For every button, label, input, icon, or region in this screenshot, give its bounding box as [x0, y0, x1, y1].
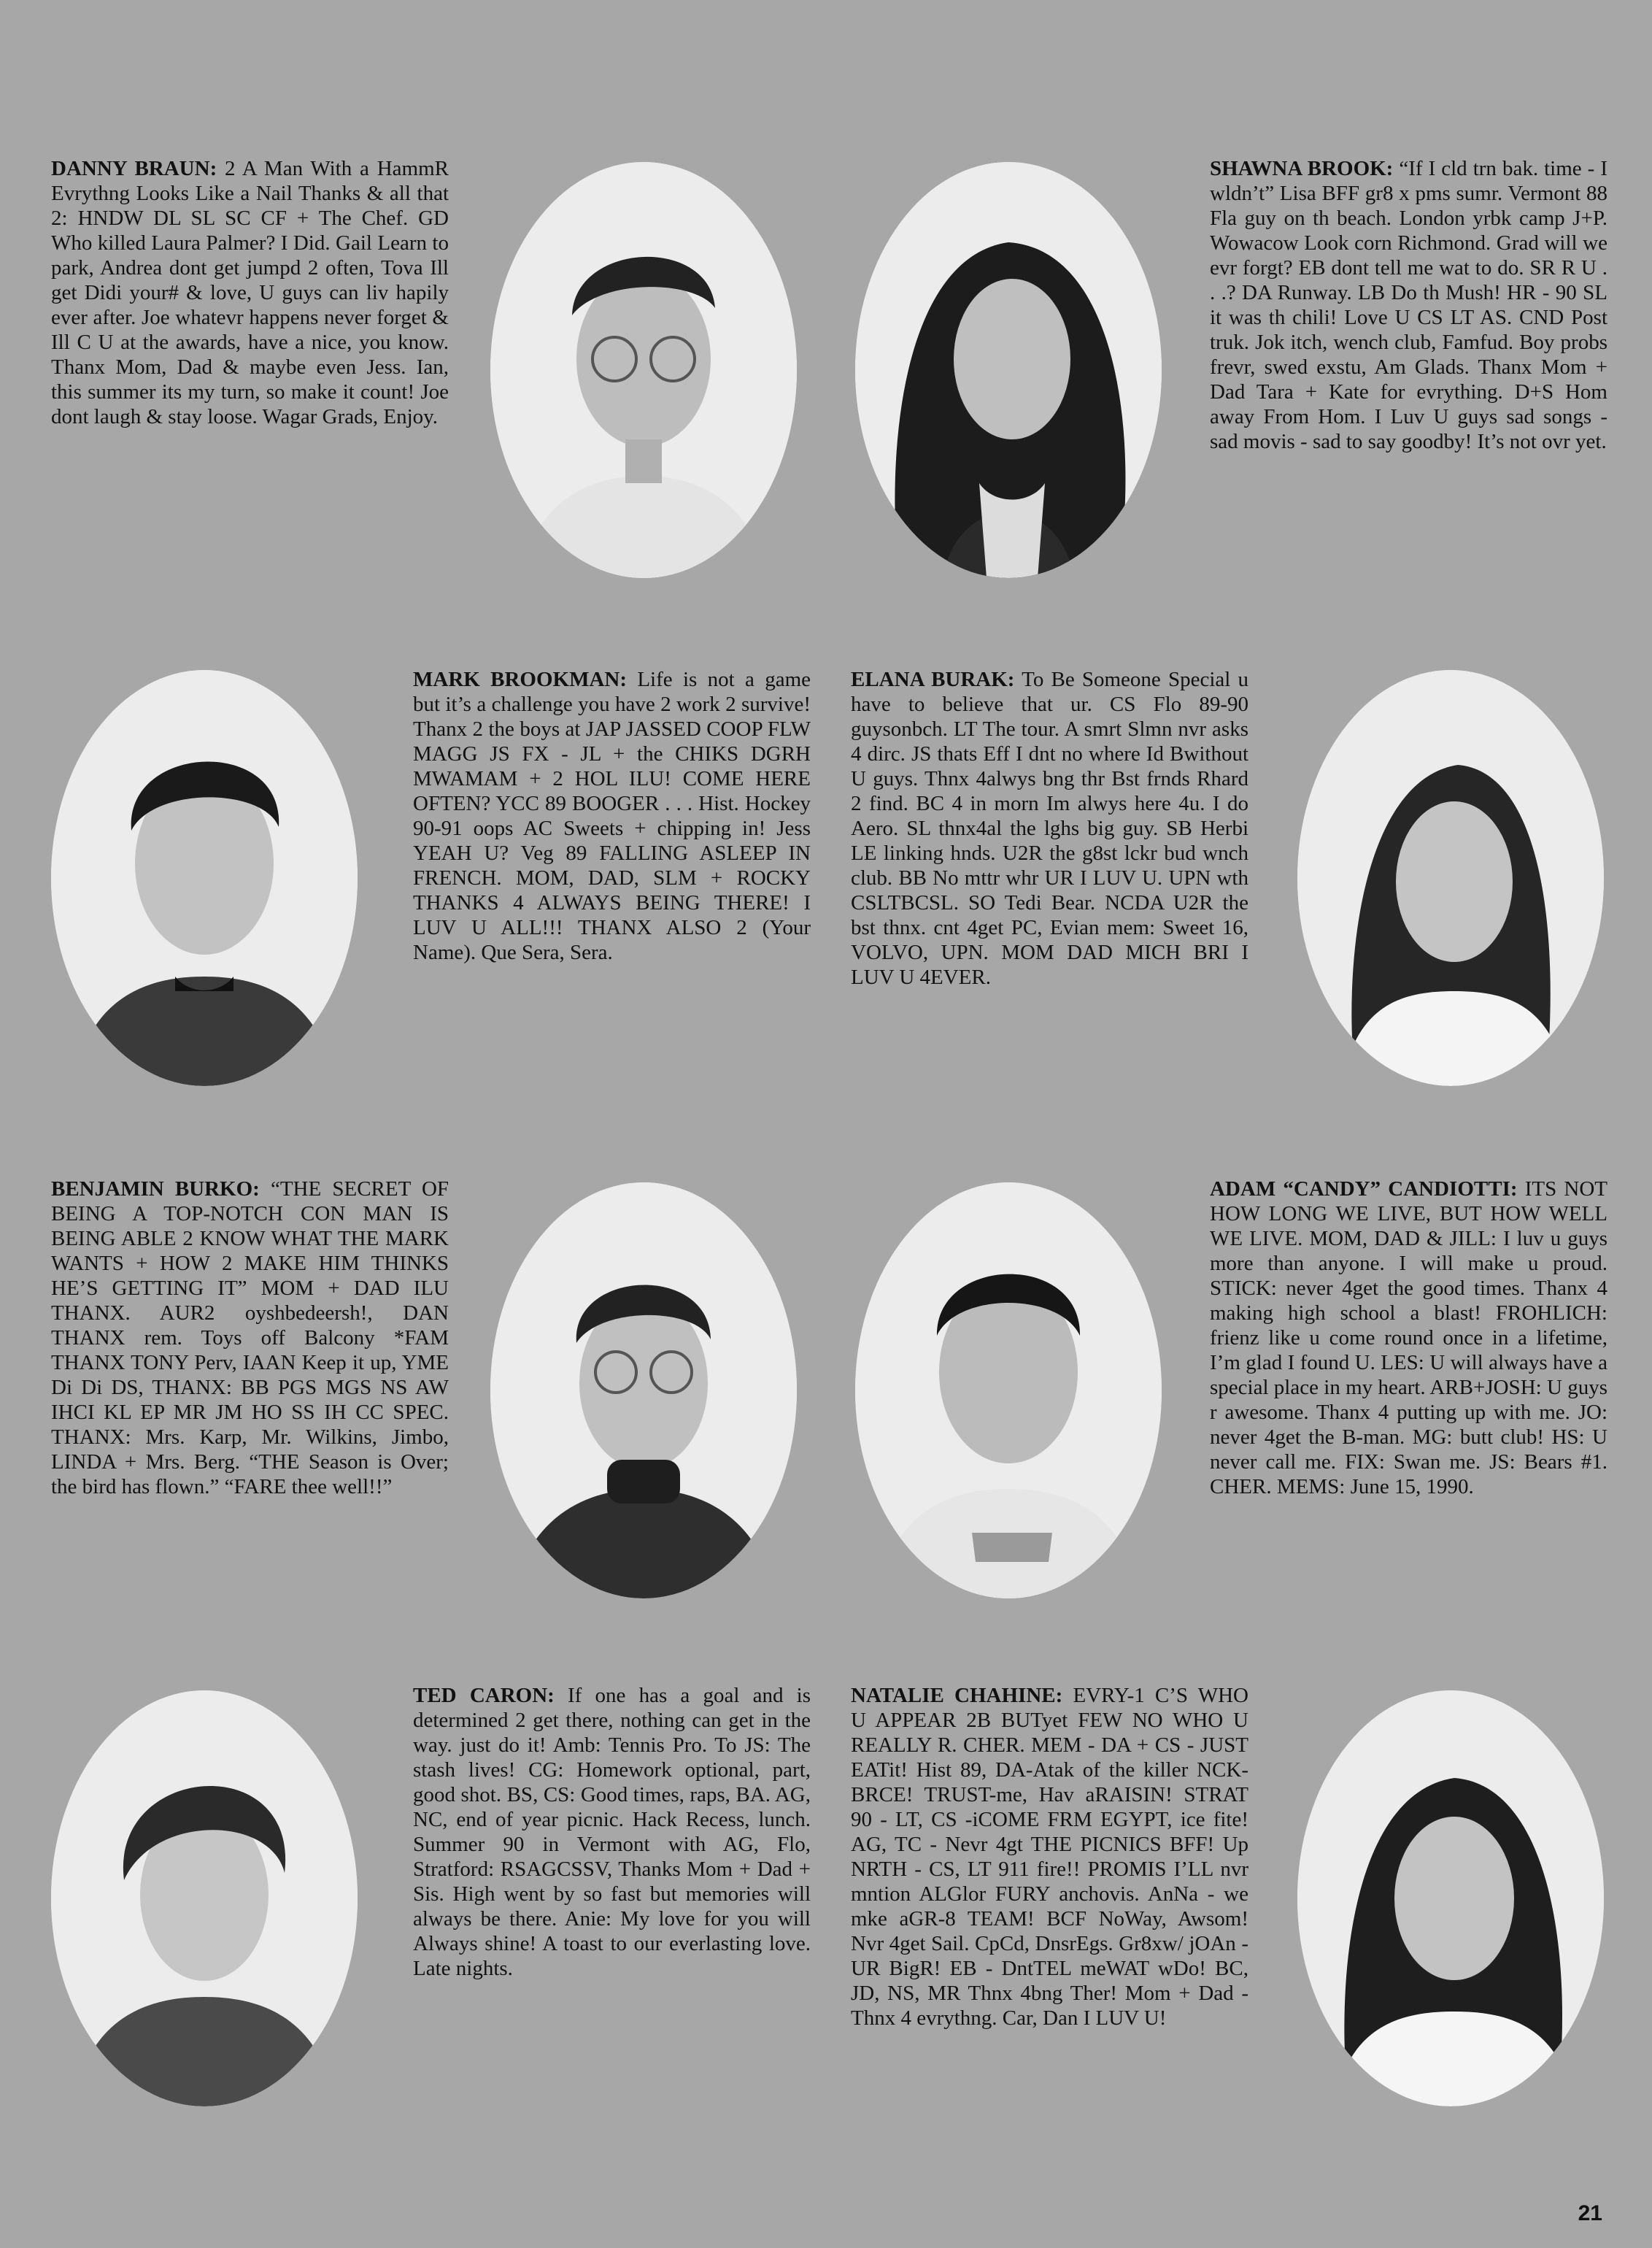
portrait-ted-caron [51, 1690, 358, 2106]
entry-shawna-brook [1210, 156, 1607, 454]
portrait-elana-burak [1297, 670, 1604, 1086]
student-text: Life is not a game but it’s a challenge you have 2 work 2 survive! Thanx 2 the boys at JAP JASSED COOP FLW MAGG JS FX - JL + the CHIKS DGRH MWAMAM + 2 HOL ILU! COME HERE OFTEN? YCC 89 BOOGER . . . Hist. Hockey 90-91 oops AC Sweets + chipping in! Jess YEAH U? Veg 89 FALLING ASLEEP IN FRENCH. MOM, DAD, SLM + ROCKY THANKS 4 ALWAYS BEING THERE! I LUV U ALL!!! THANX ALSO 2 (Your Name). Que Sera, Sera. [413, 668, 811, 964]
portrait-natalie-chahine [1297, 1690, 1604, 2106]
entry-adam-candiotti [1210, 1177, 1607, 1499]
student-text: “THE SECRET OF BEING A TOP-NOTCH CON MAN IS BEING ABLE 2 KNOW WHAT THE MARK WANTS + HOW 2 MAKE HIM THINKS HE’S GETTING IT” MOM + DAD ILU THANX. AUR2 oyshbedeersh!, DAN THANX rem. Toys off Balcony *FAM THANX TONY Perv, IAAN Keep it up, YME Di Di DS, THANX: BB PGS MGS NS AW IHCI KL EP MR JM HO SS IH CC SPEC. THANX: Mrs. Karp, Mr. Wilkins, Jimbo, LINDA + Mrs. Berg. “THE Season is Over; the bird has flown.” “FARE thee well!!” [51, 1177, 449, 1498]
entry-benjamin-burko [51, 1177, 449, 1499]
portrait-mark-brookman [51, 670, 358, 1086]
student-text: “If I cld trn bak. time - I wldn’t” Lisa BFF gr8 x pms sumr. Vermont 88 Fla guy on th beach. London yrbk camp J+P. Wowacow Look corn Richmond. Grad will we evr forgt? EB dont tell me wat to do. SR R U . . .? DA Runway. LB Do th Mush! HR - 90 SL it was th chili! Love U CS LT AS. CND Post truk. Jok itch, wench club, Famfud. Boy probs frevr, swed exstu, Am Glads. Thanx Mom + Dad Tara + Kate for evrything. D+S Hom away From Hom. I Luv U guys sad songs - sad movis - sad to say goodby! It’s not ovr yet. [1210, 157, 1607, 453]
student-name: NATALIE CHAHINE: [851, 1684, 1063, 1707]
portrait-photo [855, 162, 1162, 578]
page-number: 21 [1578, 2201, 1602, 2225]
student-text: If one has a goal and is determined 2 get there, nothing can get in the way. just do it! Amb: Tennis Pro. To JS: The stash lives! CG: Homework optional, part, good shot. BS, CS: Good times, raps, BA. AG, NC, end of year picnic. Hack Recess, lunch. Summer 90 in Vermont with AG, Flo, Stratford: RSAGCSSV, Thanks Mom + Dad + Sis. High went by so fast but memories will always be there. Anie: My love for you will Always shine! A toast to our everlasting love. Late nights. [413, 1684, 811, 1980]
student-name: SHAWNA BROOK: [1210, 157, 1394, 180]
entry-mark-brookman [413, 667, 811, 965]
entry-elana-burak [851, 667, 1248, 990]
student-text: 2 A Man With a HammR Evrythng Looks Like a Nail Thanks & all that 2: HNDW DL SL SC CF + The Chef. GD Who killed Laura Palmer? I Did. Gail Learn to park, Andrea dont get jumpd 2 often, Tova Ill get Didi your# & love, U guys can liv hapily ever after. Joe whatevr happens never forget & Ill C U at the awards, have a nice, you know. Thanx Mom, Dad & maybe even Jess. Ian, this summer its my turn, so make it count! Joe dont laugh & stay loose. Wagar Grads, Enjoy. [51, 157, 449, 428]
student-text: To Be Someone Special u have to believe that ur. CS Flo 89-90 guysonbch. LT The tour. A smrt Slmn nvr asks 4 dirc. JS thats Eff I dnt no where Id Bwithout U guys. Thnx 4alwys bng thr Bst frnds Rhard 2 find. BC 4 in morn Im alwys here 4u. I do Aero. SL thnx4al the lghs big guy. SB Herbi LE linking hnds. U2R the g8st lckr bud wnch club. BB No mttr whr UR I LUV U. UPN wth CSLTBCSL. SO Tedi Bear. NCDA U2R the bst thnx. cnt 4get PC, Evian mem: Sweet 16, VOLVO, UPN. MOM DAD MICH BRI I LUV U 4EVER. [851, 668, 1248, 989]
portrait-photo [1297, 1690, 1604, 2106]
portrait-danny-braun [490, 162, 797, 578]
student-name: ADAM “CANDY” CANDIOTTI: [1210, 1177, 1518, 1201]
entry-danny-braun [51, 156, 449, 429]
student-text: ITS NOT HOW LONG WE LIVE, BUT HOW WELL WE LIVE. MOM, DAD & JILL: I luv u guys more than anyone. I will make u proud. STICK: never 4get the good times. Thanx 4 making high school a blast! FROHLICH: frienz like u come round once in a lifetime, I’m glad I found U. LES: U will always have a special place in my heart. ARB+JOSH: U guys r awesome. Thanx 4 putting up with me. JO: never 4get the B-man. MG: butt club! HS: U never call me. FIX: Swan me. JS: Bears #1. CHER. MEMS: June 15, 1990. [1210, 1177, 1607, 1498]
student-name: TED CARON: [413, 1684, 555, 1707]
portrait-photo [490, 1182, 797, 1598]
entry-ted-caron [413, 1683, 811, 1981]
portrait-photo [855, 1182, 1162, 1598]
portrait-photo [51, 670, 358, 1086]
portrait-photo [1297, 670, 1604, 1086]
student-name: BENJAMIN BURKO: [51, 1177, 260, 1201]
student-name: DANNY BRAUN: [51, 157, 217, 180]
entry-natalie-chahine [851, 1683, 1248, 2030]
student-text: EVRY-1 C’S WHO U APPEAR 2B BUTyet FEW NO WHO U REALLY R. CHER. MEM - DA + CS - JUST EATit! Hist 89, DA-Atak of the killer NCK-BRCE! TRUST-me, Hav aRAISIN! STRAT 90 - LT, CS -iCOME FRM EGYPT, ice fite! AG, TC - Nevr 4gt THE PICNICS BFF! Up NRTH - CS, LT 911 fire!! PROMIS I’LL nvr mntion ALGlor FURY anchovis. AnNa - we mke aGR-8 TEAM! BCF NoWay, Awsom! Nvr 4get Sail. CpCd, DnsrEgs. Gr8xw/ jOAn - UR BigR! EB - DntTEL meWAT wDo! BC, JD, NS, MR Thnx 4bng Ther! Mom + Dad - Thnx 4 evrythng. Car, Dan I LUV U! [851, 1684, 1248, 2030]
student-name: ELANA BURAK: [851, 668, 1015, 691]
portrait-photo [51, 1690, 358, 2106]
portrait-photo [490, 162, 797, 578]
portrait-adam-candiotti [855, 1182, 1162, 1598]
student-name: MARK BROOKMAN: [413, 668, 628, 691]
portrait-shawna-brook [855, 162, 1162, 578]
portrait-benjamin-burko [490, 1182, 797, 1598]
